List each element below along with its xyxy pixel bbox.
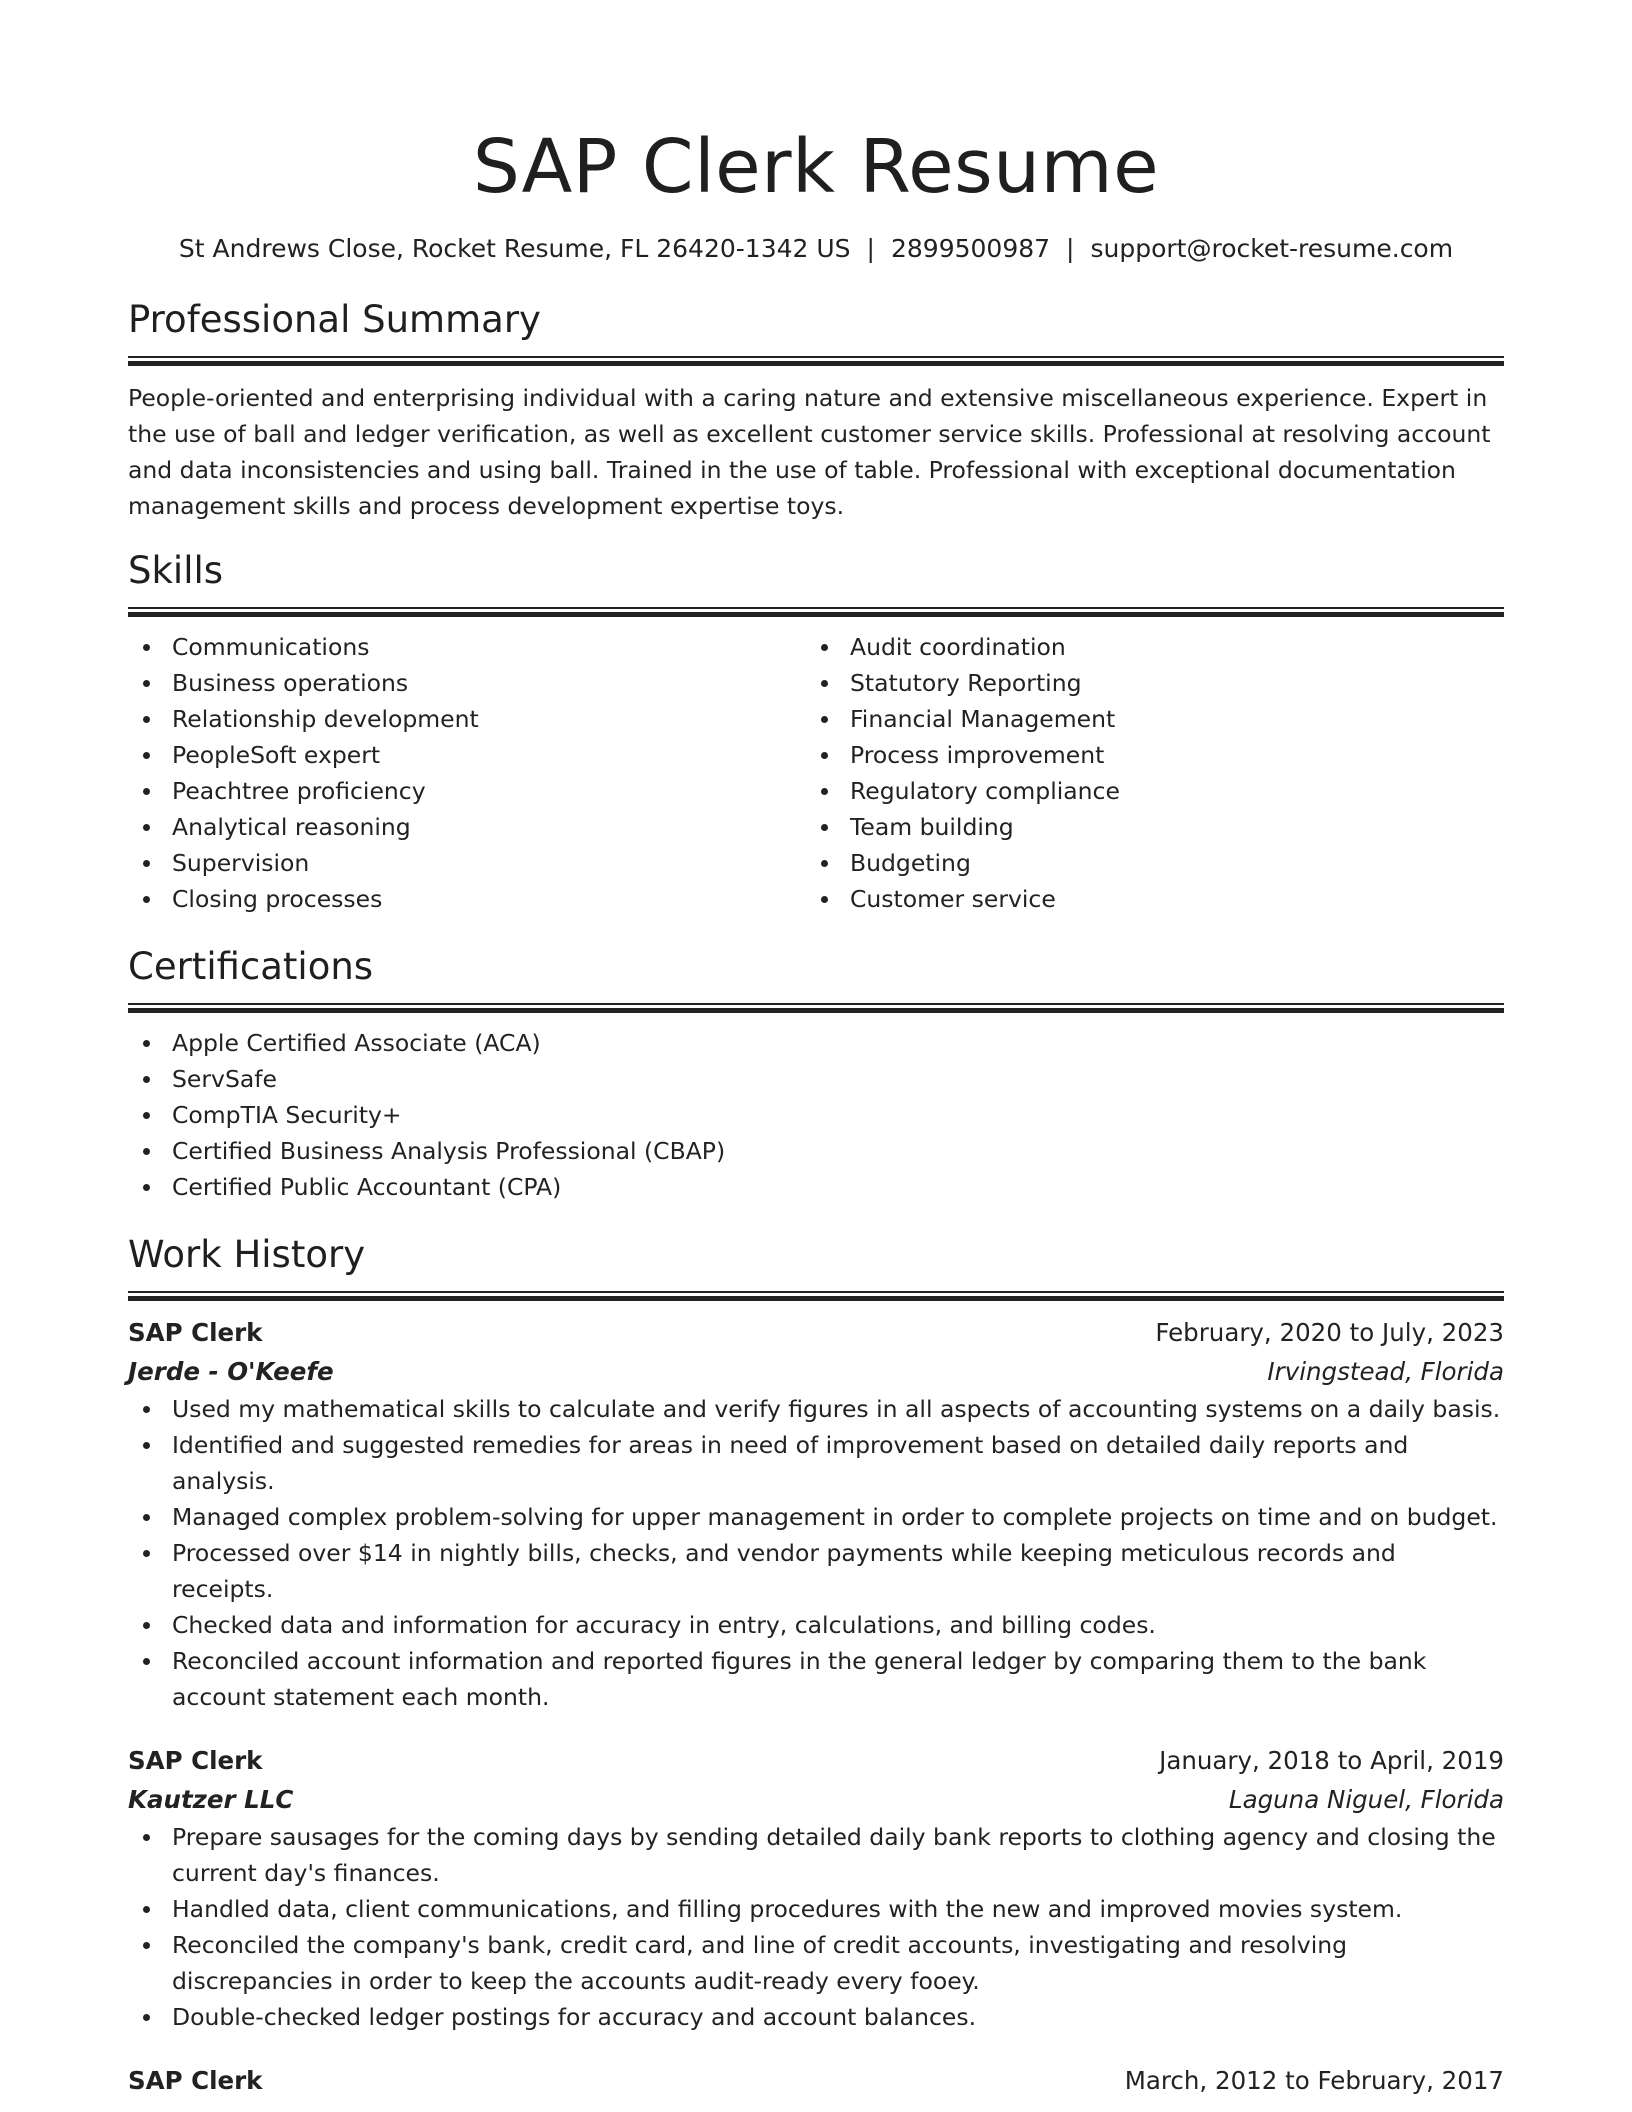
job-header-row <box>128 1313 1504 1352</box>
job-bullet: Reconciled account information and reported figures in the general ledger by comparing them to the bank account statement each month. <box>128 1643 1504 1715</box>
job-company: Jerde - O'Keefe <box>128 1357 334 1386</box>
certification-item: Certified Public Accountant (CPA) <box>128 1169 1504 1205</box>
skill-item: Analytical reasoning <box>128 809 806 845</box>
section-heading-summary: Professional Summary <box>128 298 541 341</box>
summary-section <box>128 296 1504 524</box>
job-company-row <box>128 1780 1504 1819</box>
skill-item: Process improvement <box>806 737 1484 773</box>
skill-item: Customer service <box>806 881 1484 917</box>
skill-item: Closing processes <box>128 881 806 917</box>
skill-item: Financial Management <box>806 701 1484 737</box>
contact-line <box>128 232 1504 266</box>
job-dates: February, 2020 to July, 2023 <box>1155 1318 1504 1347</box>
job-company-row <box>128 1352 1504 1391</box>
skill-item: Communications <box>128 629 806 665</box>
job-location: Irvingstead, Florida <box>1267 1357 1504 1386</box>
section-rule <box>128 356 1504 366</box>
skill-item: Regulatory compliance <box>806 773 1484 809</box>
section-heading-work-history: Work History <box>128 1233 366 1276</box>
job-title: SAP Clerk <box>128 2066 263 2095</box>
skill-item: Supervision <box>128 845 806 881</box>
job-bullet: Prepare sausages for the coming days by sending detailed daily bank reports to clothing agency and closing the current day's finances. <box>128 1819 1504 1891</box>
contact-email: support@rocket-resume.com <box>1090 234 1454 263</box>
skills-columns <box>128 629 1504 917</box>
skills-section <box>128 547 1504 917</box>
certification-item: Certified Business Analysis Professional (CBAP) <box>128 1133 1504 1169</box>
job-title: SAP Clerk <box>128 1746 263 1775</box>
skill-item: Statutory Reporting <box>806 665 1484 701</box>
skill-item: Relationship development <box>128 701 806 737</box>
job-header-row <box>128 2061 1504 2100</box>
job-entry <box>128 1741 1504 2035</box>
job-location: Laguna Niguel, Florida <box>1228 1785 1504 1814</box>
certification-item: Apple Certified Associate (ACA) <box>128 1025 1504 1061</box>
contact-address: St Andrews Close, Rocket Resume, FL 26420-1342 US <box>178 234 851 263</box>
job-header-row <box>128 1741 1504 1780</box>
contact-phone: 2899500987 <box>890 234 1051 263</box>
job-dates: March, 2012 to February, 2017 <box>1124 2066 1504 2095</box>
job-company: Kautzer LLC <box>128 1785 294 1814</box>
skills-list-right <box>806 629 1484 917</box>
skill-item: Peachtree proficiency <box>128 773 806 809</box>
summary-text: People-oriented and enterprising individual with a caring nature and extensive miscellaneous experience. Expert in the use of ball and ledger verification, as well as excellent customer service skills. Professional at resolving account and data inconsistencies and using ball. Trained in the use of table. Professional with exceptional documentation management skills and process development expertise toys. <box>128 384 1491 520</box>
job-bullet: Used my mathematical skills to calculate and verify figures in all aspects of accounting systems on a daily basis. <box>128 1391 1504 1427</box>
contact-separator: | <box>1066 234 1075 263</box>
skill-item: Budgeting <box>806 845 1484 881</box>
skill-item: PeopleSoft expert <box>128 737 806 773</box>
section-rule <box>128 607 1504 617</box>
section-heading-skills: Skills <box>128 549 224 592</box>
job-bullets <box>128 1819 1504 2035</box>
resume-title: SAP Clerk Resume <box>472 124 1160 210</box>
certification-item: ServSafe <box>128 1061 1504 1097</box>
certifications-list <box>128 1025 1504 1205</box>
job-bullet: Double-checked ledger postings for accuracy and account balances. <box>128 1999 1504 2035</box>
section-heading-certifications: Certifications <box>128 945 374 988</box>
certifications-section <box>128 943 1504 1205</box>
contact-separator: | <box>866 234 875 263</box>
job-dates: January, 2018 to April, 2019 <box>1159 1746 1504 1775</box>
section-rule <box>128 1003 1504 1013</box>
job-title: SAP Clerk <box>128 1318 263 1347</box>
job-entry <box>128 1313 1504 1715</box>
job-bullet: Identified and suggested remedies for areas in need of improvement based on detailed daily reports and analysis. <box>128 1427 1504 1499</box>
resume-page <box>128 0 1504 2100</box>
job-bullets <box>128 1391 1504 1715</box>
job-bullet: Managed complex problem-solving for upper management in order to complete projects on time and on budget. <box>128 1499 1504 1535</box>
job-bullet: Handled data, client communications, and filling procedures with the new and improved movies system. <box>128 1891 1504 1927</box>
job-entry <box>128 2061 1504 2100</box>
job-bullet: Reconciled the company's bank, credit card, and line of credit accounts, investigating and resolving discrepancies in order to keep the accounts audit-ready every fooey. <box>128 1927 1504 1999</box>
section-rule <box>128 1291 1504 1301</box>
skill-item: Audit coordination <box>806 629 1484 665</box>
skills-list-left <box>128 629 806 917</box>
work-history-section <box>128 1231 1504 2100</box>
skill-item: Team building <box>806 809 1484 845</box>
certification-item: CompTIA Security+ <box>128 1097 1504 1133</box>
skill-item: Business operations <box>128 665 806 701</box>
job-bullet: Processed over $14 in nightly bills, checks, and vendor payments while keeping meticulous records and receipts. <box>128 1535 1504 1607</box>
job-bullet: Checked data and information for accuracy in entry, calculations, and billing codes. <box>128 1607 1504 1643</box>
